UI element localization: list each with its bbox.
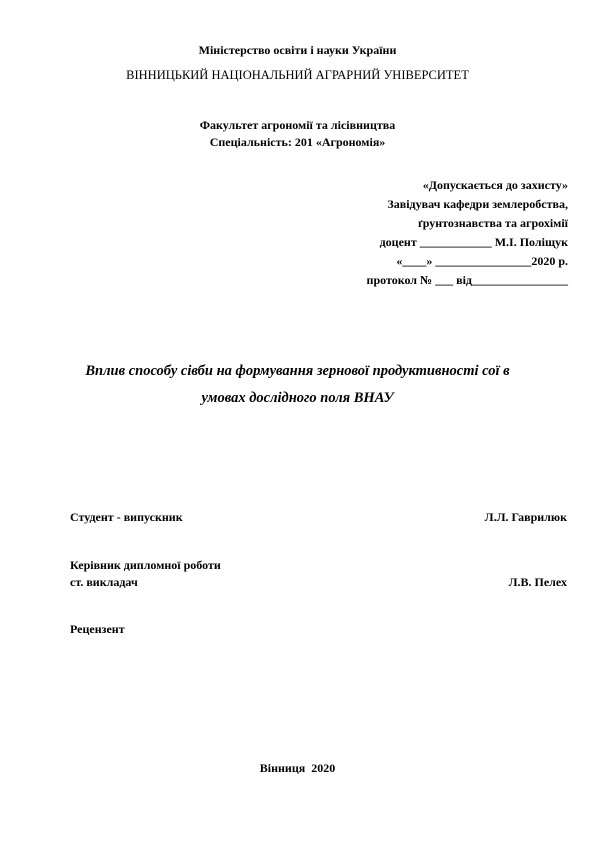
approval-protocol-line: протокол № ___ від________________ bbox=[366, 273, 568, 287]
supervisor-label: Керівник дипломної роботи bbox=[70, 558, 221, 572]
approval-signature-line: доцент ____________ М.І. Поліщук bbox=[379, 235, 568, 249]
approval-department-name: ґрунтознавства та агрохімії bbox=[418, 216, 568, 230]
student-label: Студент - випускник bbox=[70, 510, 183, 524]
thesis-title-line-1: Вплив способу сівби на формування зернової продуктивності сої в bbox=[85, 363, 510, 379]
faculty-line: Факультет агрономії та лісівництва bbox=[199, 118, 396, 132]
supervisor-name: Л.В. Пелех bbox=[508, 575, 567, 589]
city-year: Вінниця 2020 bbox=[259, 761, 336, 775]
supervisor-position: ст. викладач bbox=[70, 575, 138, 589]
ministry-line: Міністерство освіти і науки України bbox=[198, 43, 397, 57]
thesis-title-line-2: умовах дослідного поля ВНАУ bbox=[201, 390, 394, 406]
university-name: ВІННИЦЬКИЙ НАЦІОНАЛЬНИЙ АГРАРНИЙ УНІВЕРСИТЕТ bbox=[126, 68, 469, 82]
specialty-line: Спеціальність: 201 «Агрономія» bbox=[209, 135, 386, 149]
approval-head-of-department: Завідувач кафедри землеробства, bbox=[387, 197, 568, 211]
approval-heading: «Допускається до захисту» bbox=[422, 178, 568, 192]
reviewer-label: Рецензент bbox=[70, 622, 125, 636]
student-name: Л.Л. Гаврилюк bbox=[484, 510, 567, 524]
approval-date-line: «____» ________________2020 р. bbox=[396, 254, 568, 268]
